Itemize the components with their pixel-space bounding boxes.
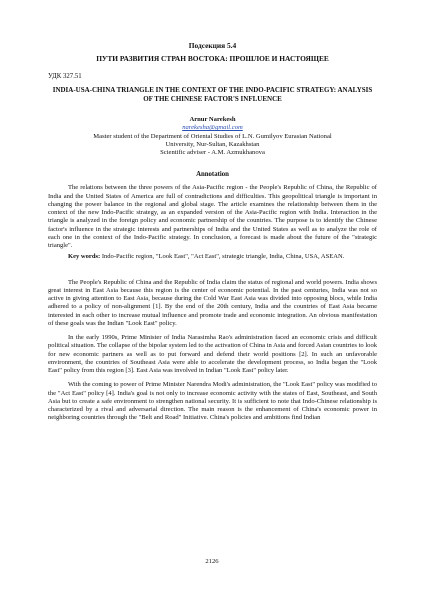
author-name: Arnur Narekesh (189, 116, 236, 123)
keywords-list: Indo-Pacific region, "Look East", "Act East", strategic triangle, India, China, USA, ASEAN. (101, 253, 345, 261)
author-affiliation-line-2: University, Nur-Sultan, Kazakhstan (165, 140, 260, 148)
author-affiliation-line-1: Master student of the Department of Oriental Studies of L.N. Gumilyov Eurasian National (93, 132, 332, 140)
spacer (48, 262, 377, 279)
section-title: ПУТИ РАЗВИТИЯ СТРАН ВОСТОКА: ПРОШЛОЕ И НАСТОЯЩЕЕ (96, 54, 329, 63)
author-email-link[interactable]: narekesha@gmail.com (182, 124, 243, 132)
section-label: Подсекция 5.4 (188, 41, 237, 50)
body-paragraph: With the coming to power of Prime Minister Narendra Modi's administration, the "Look East" policy was modified to the "Act East" policy [4]. India's goal is not only to increase economic activity with the states of East, Southeast, and South Asia but to create a safe environment to strengthen national security. It is sufficient to note that Indo-Chinese relationship is characterized by a rival and adversarial direction. The main reason is the enhancement of China's economic power in neighboring countries through the "Belt and Road" Initiative. China's policies and ambitions find Indian (48, 381, 377, 422)
body-paragraph: In the early 1990s, Prime Minister of India Narasimha Rao's administration faced an economic crisis and difficult political situation. The collapse of the bipolar system led to the activation of China in Asia and forced Asian countries to look for new economic partners as well as to put forward and defend their world positions [2]. In such an unfavorable environment, the countries of Southeast Asia were able to accelerate the development process, so India began the "Look East" policy from this region [3]. East Asia was involved in Indian "Look East" policy later. (48, 334, 377, 375)
body-paragraph: The People's Republic of China and the Republic of India claim the status of regional and world powers. India shows great interest in East Asia because this region is the center of economic potential. In the past centuries, India was not so active in giving attention to East Asia, because during the Cold War East Asia was divided into opposing blocs, while India adhered to a policy of non-alignment [1]. By the end of the 20th century, India and the countries of East Asia became interested in each other to increase mutual influence and promote trade and economic integration. An obvious manifestation of these goals was the Indian "Look East" policy. (48, 278, 377, 327)
page-number: 2126 (205, 558, 219, 565)
keywords-label: Key words: (68, 253, 101, 261)
scientific-adviser: Scientific adviser - A.M. Azmukhanova (160, 149, 265, 157)
author-block (48, 116, 377, 157)
keywords (48, 253, 377, 261)
annotation-heading: Annotation (196, 171, 229, 179)
udc-code: УДК 327.51 (48, 73, 82, 80)
paper-title: INDIA-USA-CHINA TRIANGLE IN THE CONTEXT OF THE INDO-PACIFIC STRATEGY: ANALYSIS OF THE CHINESE FACTOR'S INFLUENCE (52, 86, 373, 103)
annotation-text: The relations between the three powers of the Asia-Pacific region - the People's Republic of China, the Republic of India and the United States of America are full of contradictions and difficulties. This geopolitical triangle is important in changing the power balance in the regional and global stage. The article examines the relationship between them in the context of the new Indo-Pacific strategy, as an expanded version of the Asia-Pacific region with India. Interaction in the triangle is analyzed in the foreign policy and economic partnership of the countries. The purpose is to identify the Chinese factor's influence in the strategic interests and partnerships of India and the United States as well as to analyze the role of each one in the context of the Indo-Pacific strategy. In conclusion, a forecast is made about the future of the "strategic triangle". (48, 184, 377, 250)
